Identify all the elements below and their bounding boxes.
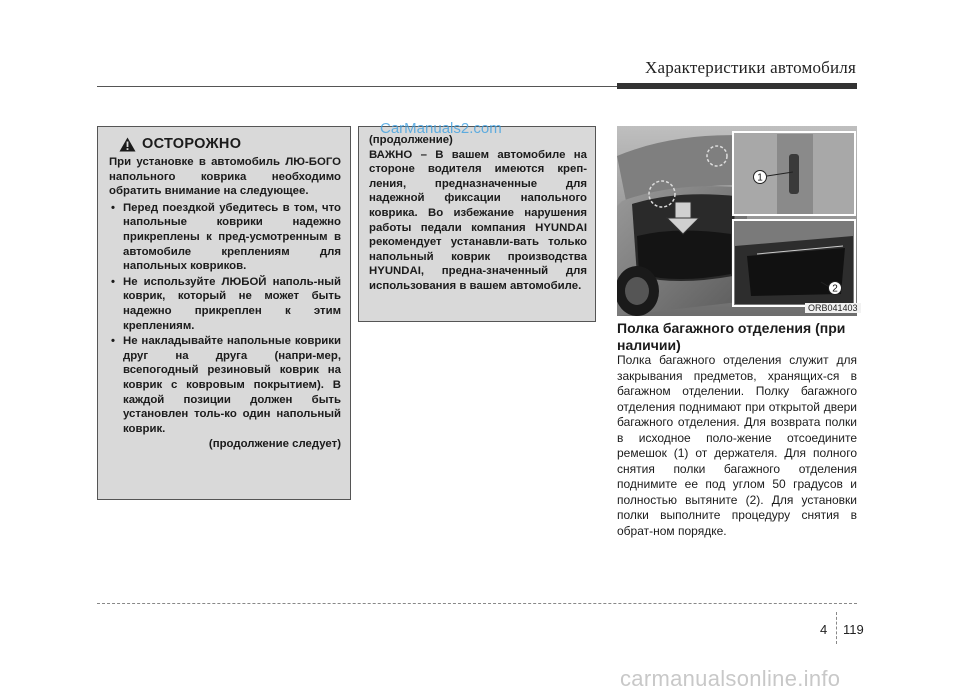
warning-heading [119, 137, 341, 152]
trunk-shelf-illustration [617, 126, 857, 316]
section-title: Полка багажного отделения (при наличии) [617, 320, 846, 353]
warning-heading-text: ОСТОРОЖНО [142, 136, 242, 153]
header-divider [97, 86, 617, 87]
warning-bullet: • Не используйте ЛЮБОЙ наполь-ный коврик, который не может быть надежно прикреплен к этим креплениям. [109, 275, 341, 333]
watermark-bottom: carmanualsonline.info [620, 666, 841, 691]
warning-box [97, 126, 351, 500]
warning-bullet: • Перед поездкой убедитесь в том, что напольные коврики надежно прикреплены к пред-усмотренным в автомобиле креплениям для напольных ковриков. [109, 201, 341, 274]
warning-triangle-icon [119, 137, 136, 152]
header-divider-accent [617, 83, 857, 89]
trunk-shelf-photo [617, 126, 857, 316]
chapter-number: 4 [820, 622, 828, 637]
footer-divider [97, 603, 857, 604]
page-number: 119 [843, 622, 864, 637]
warning-intro: При установке в автомобиль ЛЮ-БОГО напольного коврика необходимо обратить внимание на следующее. [109, 156, 341, 198]
warning-list [109, 201, 341, 437]
continuation-label: (продолжение) [369, 134, 453, 146]
page-number-separator [836, 612, 837, 644]
figure-code: ORB041403 [805, 303, 861, 313]
callout-2: 2 [832, 283, 838, 295]
continuation-text: ВАЖНО – В вашем автомобиле на стороне водителя имеются креп-ления, предназначенные для надежной фиксации напольного коврика. Во избежание нарушения работы педали компания HYUNDAI рекомендует устанавли-вать только напольный коврик производства HYUNDAI, предна-значенный для использования в вашем автомобиле. [369, 148, 587, 292]
callout-1: 1 [757, 172, 763, 184]
warning-bullet: • Не накладывайте напольные коврики друг на друга (напри-мер, всепогодный резиновый коврик на коврик с ковровым покрытием). В каждой позиции должен быть установлен толь-ко один напольный коврик. [109, 334, 341, 436]
watermark-top: CarManuals2.com [380, 120, 502, 137]
continuation-box [358, 126, 596, 322]
section-body: Полка багажного отделения служит для закрывания предметов, хранящих-ся в багажном отделении. Полку багажного отделения поднимают при открытой двери багажного отделения. Для возврата полки в исходное поло-жение отсоедините ремешок (1) от держателя. Для полного снятия полки багажного отделения поднимите ее под углом 50 градусов и полностью вытяните (2). Для установки полки выполните процедуру снятия в обрат-ном порядке. [617, 353, 857, 538]
warning-continued-note: (продолжение следует) [208, 438, 341, 451]
page-header-title: Характеристики автомобиля [645, 58, 856, 77]
